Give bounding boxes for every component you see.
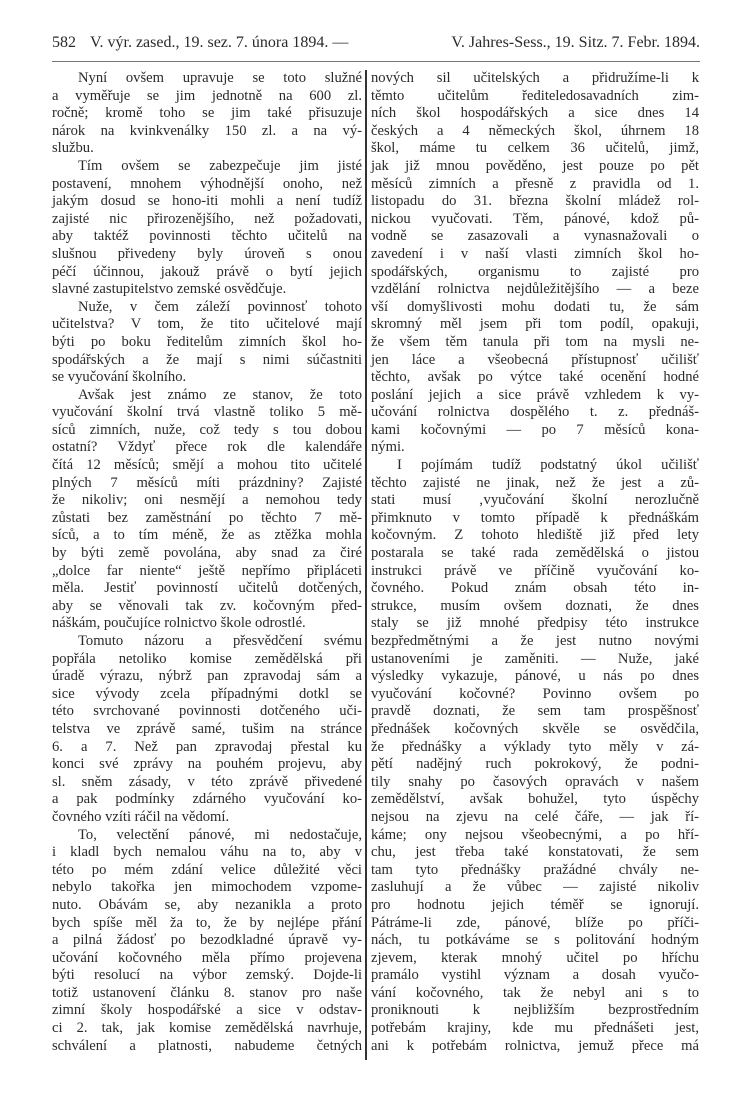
text-line: této svrchované povinnosti dotčeného uči- <box>52 703 362 720</box>
text-line: tily snahy po časových opravách v našem <box>371 773 699 790</box>
text-line: kočovným. Z tohoto hlediště již před lety <box>371 527 699 544</box>
text-line: jen láce a všeobecná přístupnosť učilišť <box>371 351 699 368</box>
page-number: 582 <box>52 34 76 51</box>
text-line: nárok na kvinkvenálky 150 zl. a na vý- <box>52 122 362 139</box>
text-line: škol, máme tu celkem 36 učitelů, jimž, <box>371 140 699 157</box>
text-line: nuto. Obávám se, aby nezanikla a proto <box>52 896 362 913</box>
text-line: kami kočovnými — po 7 měsíců kona- <box>371 421 699 438</box>
text-line: bych spíše měl ža to, že by nejlépe přání <box>52 914 362 931</box>
text-line: těmto učitelům řediteledosavadních zim- <box>371 87 699 104</box>
text-line: učitelstva? V tom, že tito učitelové mají <box>52 316 362 333</box>
text-line: síců, a to tím méně, že as ztěžka mohla <box>52 527 362 544</box>
text-line: náškám, poučujíce rolnictvo škole odrostlé. <box>52 615 306 632</box>
text-line: by býti země povolána, aby snad za čiré <box>52 545 362 562</box>
text-line: konci své zprávy na pouhém projevu, aby <box>52 756 362 773</box>
text-line: českých a 4 německých škol, úhrnem 18 <box>371 122 699 139</box>
text-line: tam tyto přednášky pražádné chvály ne- <box>371 861 699 878</box>
header-german: V. Jahres-Sess., 19. Sitz. 7. Febr. 1894. <box>451 34 700 51</box>
text-line: pro hodnotu jejich téměř se ignorují. <box>371 896 699 913</box>
text-line: ustanoveními je zaměniti. — Nuže, jaké <box>371 650 699 667</box>
text-line: této po mém zdání velice důležité věci <box>52 861 362 878</box>
text-line: instrukci právě ve příčině vyučování ko- <box>371 562 699 579</box>
text-line: zimní školy hospodářské a sice v odstav- <box>52 1002 362 1019</box>
text-line: skromný měl jsem při tom podíl, opakuji, <box>371 316 699 333</box>
text-line: že všem těm tanula při tom na mysli ne- <box>371 333 699 350</box>
text-line: To, velectění pánové, mi nedostačuje, <box>78 826 362 843</box>
text-line: aby taktéž povinnosti těchto učitelů na <box>52 228 362 245</box>
text-line: měsíců zimních a přesně z pravidla od 1. <box>371 175 699 192</box>
text-line: popřála netoliko komise zemědělská při <box>52 650 362 667</box>
right-text-column <box>371 70 699 1055</box>
text-line: a vyměřuje se jim jednotně na 600 zl. <box>52 87 362 104</box>
text-line: vyučování školní trvá vlastně toliko 5 mě- <box>52 404 362 421</box>
running-header <box>52 34 700 52</box>
text-line: těchto, avšak po výtce také ocenění hodné <box>371 369 699 386</box>
text-line: vodně se zasazovali a vynasnažovali o <box>371 228 699 245</box>
text-line: pramálo vystihl význam a dosah vyučo- <box>371 967 699 984</box>
text-line: čovného vzíti ráčil na vědomí. <box>52 808 230 825</box>
text-line: se vyučování školního. <box>52 369 187 386</box>
text-line: ročně; kromě toho se jim také přisuzuje <box>52 105 362 122</box>
text-line: zjevem, kterak mnohý učitel po hříchu <box>371 949 699 966</box>
text-line: ostatní? Vždyť přece rok dle kalendáře <box>52 439 362 456</box>
text-line: ani k potřebám rolnictva, jemuž přece má <box>371 1037 699 1054</box>
text-line: zavedení i v naší vlasti zimních škol ho- <box>371 245 699 262</box>
text-line: Nyní ovšem upravuje se toto služné <box>78 70 362 86</box>
left-text-column <box>52 70 362 1055</box>
text-line: sl. sněm zásady, v této zprávě přivedené <box>52 773 362 790</box>
text-line: telstva ve zprávě samé, tušim na stránce <box>52 720 362 737</box>
text-line: býti resolucí na výbor zemský. Dojde-li <box>52 967 362 984</box>
header-czech: V. výr. zased., 19. sez. 7. února 1894. — <box>90 34 349 51</box>
text-line: 6. a 7. Než pan zpravodaj přestal ku <box>52 738 362 755</box>
text-line: staly se již mnohé předpisy této instrukce <box>371 615 699 632</box>
text-line: slušnou přivedeny byly úroveň s onou <box>52 245 362 262</box>
text-line: spodářských, organismu to zajisté pro <box>371 263 699 280</box>
text-line: bezpředmětnými a že jest nutno novými <box>371 633 699 649</box>
text-line: káme; ony nejsou všeobecnými, a po hří- <box>371 826 699 843</box>
text-line: vání kočovného, tak že nebyl ani s to <box>371 984 699 1001</box>
text-line: pětí nadějný ruch pokrokový, že podni- <box>371 756 699 773</box>
text-line: přednášek kočovných skvěle se osvědčila, <box>371 720 699 737</box>
text-line: postavení, mnohem výhodnější onoho, než <box>52 175 362 192</box>
text-line: sice vývody zcela případnými dotkl se <box>52 685 362 702</box>
text-line: pravdě doznati, že sem tam prospěšnosť <box>371 703 699 720</box>
text-line: učování kočovného měla přímo projevena <box>52 949 362 966</box>
text-line: že nikoliv; oni nesmějí a nemohou tedy <box>52 492 362 509</box>
text-line: měla. Jestiť povinností učitelů dotčených, <box>52 580 362 597</box>
text-line: spodářských a že mají s nimi súčastniti <box>52 351 362 368</box>
text-line: vzdělání rolnictva nejdůležitějšího — a beze <box>371 281 699 298</box>
text-line: úradě výrazu, nýbrž pan zpravodaj sám a <box>52 668 362 685</box>
text-line: nými. <box>371 439 405 456</box>
text-line: nebylo takořka jen mimochodem vzpome- <box>52 879 362 896</box>
text-line: učování rolnictva dospělého t. z. přednáš- <box>371 404 699 421</box>
text-line: jak již mnou pověděno, jest pouze po pět <box>371 157 699 174</box>
text-line: aby se věnovali tak zv. kočovným před- <box>52 597 362 614</box>
text-line: a pilná žádosť po bezodkladné úpravě vy- <box>52 932 362 949</box>
text-line: poslání jejich a sice právě vzhledem k vy- <box>371 386 699 403</box>
column-divider <box>365 70 367 1060</box>
text-line: ci 2. tak, jak komise zemědělská navrhuje, <box>52 1020 362 1037</box>
text-line: péčí účinnou, jakouž právě o bytí jejich <box>52 263 362 280</box>
text-line: Avšak jest známo ze stanov, že toto <box>78 386 362 403</box>
text-line: zemědělství, avšak bohužel, tyto úspěchy <box>371 791 699 808</box>
text-line: nách, tu potkáváme se s politování hodným <box>371 932 699 949</box>
text-line: totiž ustanovení článku 8. stanov pro naše <box>52 984 362 1001</box>
text-line: zasluhují a že vůbec — zajisté nikoliv <box>371 879 699 896</box>
text-line: vší domyšlivosti mohu dodati tu, že sám <box>371 298 699 315</box>
text-line: nejsou na zjevu na celé čáře, — jak ří- <box>371 808 699 825</box>
text-line: jakým dosud se hono-iti mohli a není tudíž <box>52 193 362 210</box>
text-line: postarala se také rada zemědělská o jistou <box>371 545 699 562</box>
text-line: síců zimních, nuže, což tedy s tou dobou <box>52 421 362 438</box>
text-line: potřebám krajiny, kde mu přednášeti jest, <box>371 1020 699 1037</box>
text-line: nickou vyučovati. Těm, pánové, kdož pů- <box>371 210 699 227</box>
text-line: Tomuto názoru a přesvědčení svému <box>78 633 362 649</box>
text-line: I pojímám tudíž podstatný úkol učilišť <box>397 457 699 474</box>
text-line: Tím ovšem se zabezpečuje jim jisté <box>78 157 362 174</box>
text-line: těchto zajisté ne jinak, než že jest a zů- <box>371 474 699 491</box>
text-line: výsledky vykazuje, pánové, u nás po dnes <box>371 668 699 685</box>
text-line: strukce, musím ovšem doznati, že dnes <box>371 597 699 614</box>
text-line: čítá 12 měsíců; smějí a mohou tito učitelé <box>52 457 362 474</box>
text-line: nových sil učitelských a přidružíme-li k <box>371 70 699 86</box>
text-line: býti po boku ředitelům zimních škol ho- <box>52 333 362 350</box>
text-line: Pátráme-li zde, pánové, blíže po příči- <box>371 914 699 931</box>
text-line: „dolce far niente“ ještě nepřímo připláceti <box>52 562 362 579</box>
text-line: zůstati bez zaměstnání po těchto 7 mě- <box>52 509 362 526</box>
text-line: schválení a platnosti, nabudeme četných <box>52 1037 362 1054</box>
text-line: přimknuto v tomto případě k přednáškám <box>371 509 699 526</box>
header-rule <box>52 61 700 62</box>
text-line: Nuže, v čem záleží povinnosť tohoto <box>78 298 362 315</box>
text-line: službu. <box>52 140 94 157</box>
text-line: i kladl bych nemalou váhu na to, aby v <box>52 844 362 861</box>
text-line: stati musí ‚vyučování školní nerozlučně <box>371 492 699 509</box>
text-line: plných 7 měsíců míti prázdniny? Zajisté <box>52 474 362 491</box>
text-line: chu, jest třeba také konstatovati, že sem <box>371 844 699 861</box>
text-line: a pak podmínky zdárného vyučování ko- <box>52 791 362 808</box>
text-line: slavné zastupitelstvo zemské osvědčuje. <box>52 281 287 298</box>
text-line: že přednášky a výklady tyto měly v zá- <box>371 738 699 755</box>
text-line: proniknouti k nejbližším bezprostředním <box>371 1002 699 1019</box>
text-line: ních škol hospodářských a sice dnes 14 <box>371 105 699 122</box>
text-line: vyučování kočovné? Povinno ovšem po <box>371 685 699 702</box>
text-line: listopadu do 31. března školní mládež rol- <box>371 193 699 210</box>
text-line: zajisté nic přirozenějšího, než požadovati, <box>52 210 362 227</box>
text-line: čovného. Pokud znám obsah této in- <box>371 580 699 597</box>
